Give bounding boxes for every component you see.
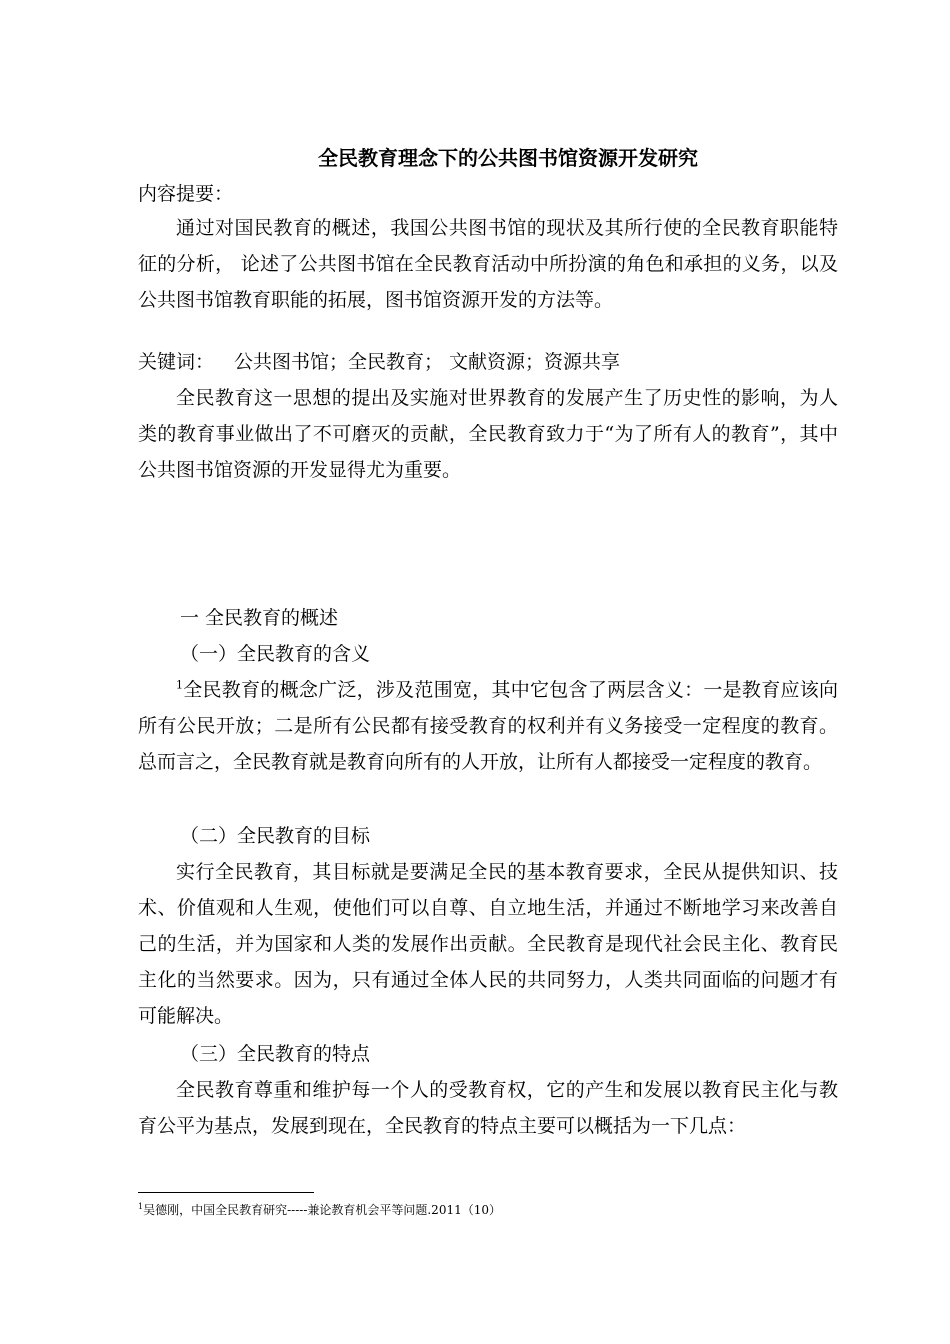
footnote <box>138 1198 501 1219</box>
section1-sub1-paragraph <box>138 672 838 780</box>
footnote-mark: 1 <box>138 1202 144 1211</box>
keywords-label: 关键词： <box>138 351 215 373</box>
abstract-label: 内容提要： <box>138 183 234 205</box>
section1-sub1-heading: （一）全民教育的含义 <box>180 643 371 665</box>
section1-sub3-paragraph: 全民教育尊重和维护每一个人的受教育权，它的产生和发展以教育民主化与教育公平为基点，发展到现在，全民教育的特点主要可以概括为一下几点： <box>138 1079 838 1137</box>
abstract-text: 通过对国民教育的概述，我国公共图书馆的现状及其所行使的全民教育职能特征的分析， 论述了公共图书馆在全民教育活动中所扮演的角色和承担的义务，以及公共图书馆教育职能的拓展，图书馆资源开发的方法等。 <box>138 217 838 311</box>
document-title: 全民教育理念下的公共图书馆资源开发研究 <box>318 146 698 170</box>
footnote-reference: 1 <box>176 678 183 692</box>
section1-heading: 一 全民教育的概述 <box>180 607 339 629</box>
section1-sub2-paragraph: 实行全民教育，其目标就是要满足全民的基本教育要求，全民从提供知识、技术、价值观和人生观，使他们可以自尊、自立地生活，并通过不断地学习来改善自己的生活，并为国家和人类的发展作出贡献。全民教育是现代社会民主化、教育民主化的当然要求。因为，只有通过全体人民的共同努力，人类共同面临的问题才有可能解决。 <box>138 861 838 1027</box>
footnote-text: 吴德刚，中国全民教育研究-----兼论教育机会平等问题.2011（10） <box>143 1203 501 1217</box>
intro-paragraph: 全民教育这一思想的提出及实施对世界教育的发展产生了历史性的影响，为人类的教育事业做出了不可磨灭的贡献，全民教育致力于“为了所有人的教育”，其中公共图书馆资源的开发显得尤为重要。 <box>138 387 838 481</box>
keywords-values: 公共图书馆；全民教育； 文献资源；资源共享 <box>234 351 621 373</box>
section1-sub2-heading: （二）全民教育的目标 <box>180 825 371 847</box>
section1-sub1-text: 全民教育的概念广泛，涉及范围宽，其中它包含了两层含义：一是教育应该向所有公民开放；二是所有公民都有接受教育的权利并有义务接受一定程度的教育。总而言之，全民教育就是教育向所有的人开放，让所有人都接受一定程度的教育。 <box>138 679 838 773</box>
keywords-row <box>138 344 620 380</box>
section1-sub3-heading: （三）全民教育的特点 <box>180 1043 371 1065</box>
footnote-separator <box>138 1192 314 1193</box>
